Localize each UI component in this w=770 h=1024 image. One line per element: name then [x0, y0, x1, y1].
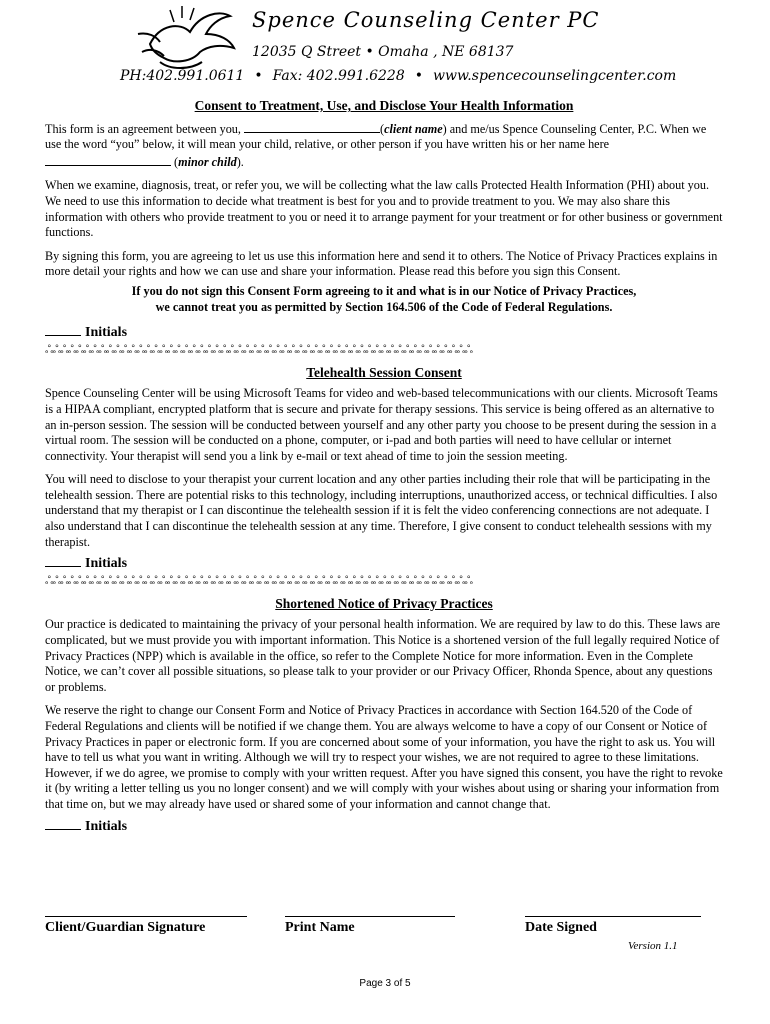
page-number: Page 3 of 5	[359, 978, 411, 989]
consent-warning	[45, 284, 723, 315]
consent-phi-paragraph: When we examine, diagnosis, treat, or refer you, we will be collecting what the law calls Protected Health Information (PHI) about you. We need to use this information to decide what treatment is best for you and to provide treatment to you. We may also share this information with others who provide treatment to you or need it to arrange payment for your treatment or for other business or government functions.	[45, 178, 723, 240]
consent-warning-line-2: we cannot treat you as permitted by Section 164.506 of the Code of Federal Regulations.	[155, 299, 613, 314]
initials-blank[interactable]	[45, 829, 81, 830]
print-name-label: Print Name	[285, 920, 355, 935]
date-signed-block[interactable]	[525, 902, 701, 936]
date-signed-line[interactable]	[525, 916, 701, 918]
initials-field-consent[interactable]	[45, 325, 723, 341]
initials-blank[interactable]	[45, 566, 81, 567]
date-signed-label: Date Signed	[525, 920, 597, 935]
client-name-field[interactable]	[244, 120, 380, 133]
consent-warning-line-1: If you do not sign this Consent Form agreeing to it and what is in our Notice of Privacy Practices,	[131, 283, 637, 298]
telehealth-title: Telehealth Session Consent	[306, 364, 462, 380]
ornamental-divider: ஃஃஃஃஃஃஃஃஃஃஃஃஃஃஃஃஃஃஃஃஃஃஃஃஃஃஃஃஃஃஃஃஃஃஃஃஃஃஃஃஃஃஃஃஃஃஃஃஃஃஃஃஃஃஃஃ	[45, 343, 473, 356]
signature-row	[45, 902, 725, 942]
consent-intro-paragraph: This form is an agreement between you, (client name) and me/us Spence Counseling Center, P.C. When we use the word “you” below, it will mean your child, relative, or other person if you have written his or her name here (minor child).	[45, 121, 707, 169]
letterhead-separator: •	[414, 68, 424, 84]
document-body	[45, 98, 723, 836]
letterhead-practice-name: Spence Counseling Center PC	[252, 8, 600, 32]
initials-blank[interactable]	[45, 335, 81, 336]
client-name-label: client name	[384, 121, 443, 136]
print-name-block[interactable]	[285, 902, 455, 936]
telehealth-paragraph-2: You will need to disclose to your therapist your current location and any other parties including their role that will be participating in the telehealth session. There are potential risks to this technology, including interruptions, unauthorized access, or technical difficulties. I also understand that my therapist or I can discontinue the telehealth session if it is felt the video conferencing connections are not adequate. I also understand that I can discontinue the telehealth session at any time. Therefore, I give consent to conduct telehealth sessions with my therapist.	[45, 472, 718, 549]
initials-field-privacy[interactable]	[45, 819, 723, 835]
letterhead	[120, 4, 680, 90]
letterhead-contact-line	[120, 68, 676, 84]
print-name-line[interactable]	[285, 916, 455, 918]
client-signature-label: Client/Guardian Signature	[45, 920, 206, 935]
dove-logo-icon	[130, 4, 250, 74]
privacy-title: Shortened Notice of Privacy Practices	[275, 595, 493, 611]
initials-label: Initials	[85, 818, 128, 834]
consent-title: Consent to Treatment, Use, and Disclose Your Health Information	[194, 98, 574, 113]
client-signature-block[interactable]	[45, 902, 247, 936]
consent-intro-text: This form is an agreement between you,	[45, 121, 244, 136]
telehealth-paragraph-1: Spence Counseling Center will be using Microsoft Teams for video and web-based telecommunications with our clients. Microsoft Teams is a HIPAA compliant, encrypted platform that is secure and private for therapy sessions. This service is being offered as an alternative to an in-person session. The session will be conducted between yourself and any other party you choose to be present during the session in a virtual room. The session will be conducted on a phone, computer, or i-pad and both parties will need to have cellular or internet connectivity. Your therapist will send you a link by e-mail or text ahead of time to join the session meeting.	[45, 386, 718, 463]
consent-intro-text-2: ) and me/us Spence Counseling Center, P.C. When we use the word “you” below, it will mean your child, relative, or other person if you have written his or her name here	[45, 121, 707, 152]
client-signature-line[interactable]	[45, 916, 247, 918]
privacy-paragraph-1: Our practice is dedicated to maintaining the privacy of your personal health information. We are required by law to do this. These laws are complicated, but we must provide you with important information. This Notice is a shortened version of the full legally required Notice of Privacy Practices (NPP) which is available in the office, so refer to the Complete Notice for more information. Even in the Complete Notice, we can’t cover all possible situations, so please talk to your provider or our Privacy Officer, Rhonda Spence, about any questions or problems.	[45, 617, 721, 694]
minor-child-field[interactable]	[45, 153, 171, 166]
letterhead-website[interactable]: www.spencecounselingcenter.com	[433, 68, 677, 84]
letterhead-phone: PH:402.991.0611	[120, 68, 245, 84]
initials-label: Initials	[85, 556, 128, 572]
ornamental-divider: ஃஃஃஃஃஃஃஃஃஃஃஃஃஃஃஃஃஃஃஃஃஃஃஃஃஃஃஃஃஃஃஃஃஃஃஃஃஃஃஃஃஃஃஃஃஃஃஃஃஃஃஃஃஃஃஃ	[45, 574, 473, 587]
consent-agreement-paragraph: By signing this form, you are agreeing to let us use this information here and send it to others. The Notice of Privacy Practices explains in more detail your rights and how we can use and share your information. Please read this before you sign this Consent.	[45, 248, 718, 279]
version-label: Version 1.1	[628, 940, 678, 952]
letterhead-fax: Fax: 402.991.6228	[272, 68, 405, 84]
consent-intro-text-3: ).	[236, 154, 244, 169]
privacy-paragraph-2: We reserve the right to change our Consent Form and Notice of Privacy Practices in accordance with Section 164.520 of the Code of Federal Regulations and clients will be notified if we change them. You are always welcome to have a copy of our Consent or Notice of Privacy Practices in paper or electronic form. If you are concerned about some of your information, you have the right to ask us. You will have to tell us what you want in writing. Although we will try to respect your wishes, we are not required to agree to these limitations. However, if we do agree, we promise to comply with your written request. After you have signed this consent, you have the right to revoke it (by writing a letter telling us you no longer consent) and we will comply with your wishes about using or sharing your information from that time on, but we may already have used or shared some of your information and cannot change that.	[45, 703, 723, 811]
letterhead-address: 12035 Q Street • Omaha , NE 68137	[252, 44, 514, 60]
initials-field-telehealth[interactable]	[45, 556, 723, 572]
minor-child-label: minor child	[178, 154, 237, 169]
initials-label: Initials	[85, 325, 128, 341]
letterhead-separator: •	[254, 68, 263, 84]
